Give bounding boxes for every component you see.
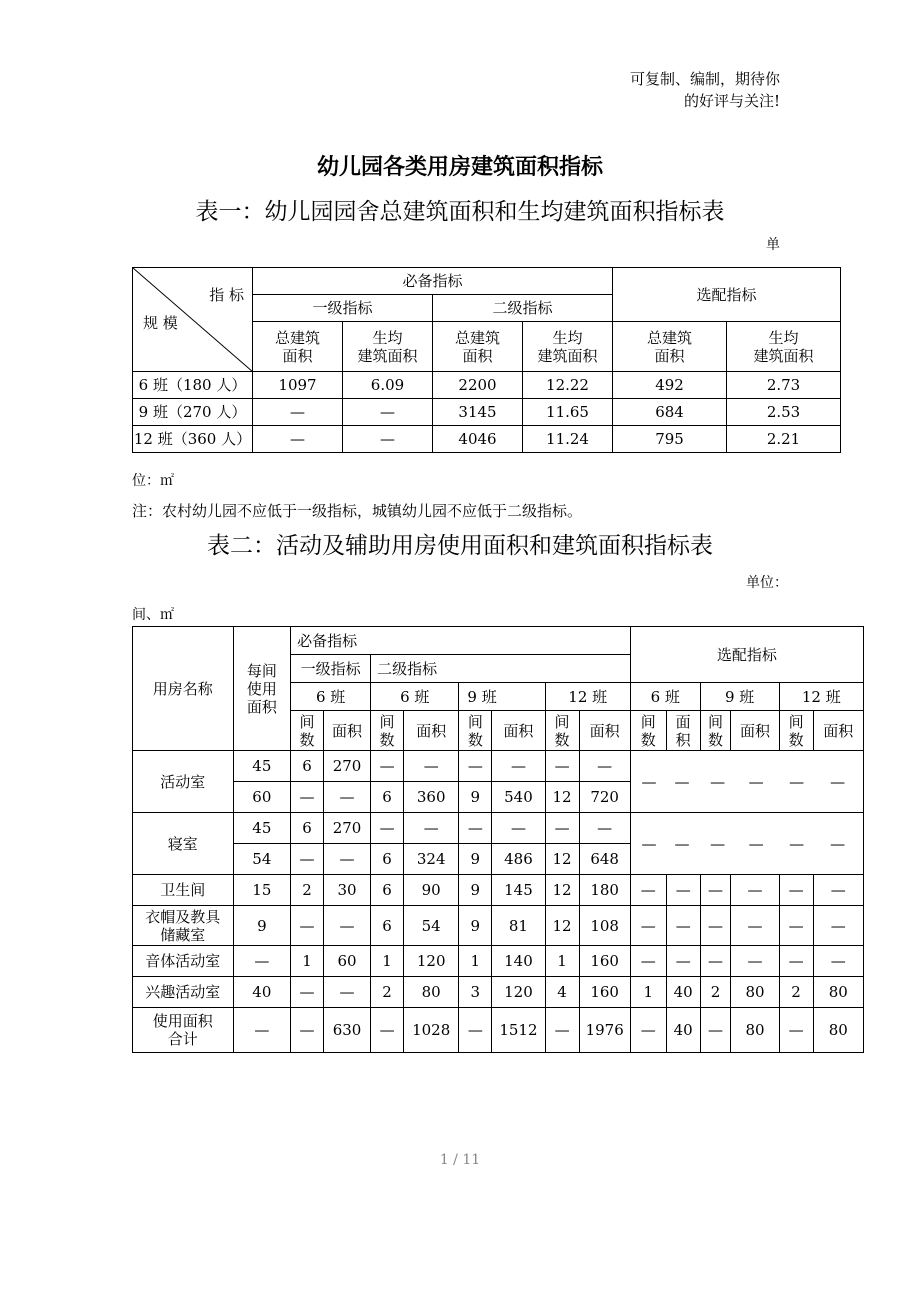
value-cell: 140 (492, 946, 545, 977)
value-cell: 54 (403, 906, 458, 946)
value-cell: 684 (613, 399, 727, 426)
value-cell: — (630, 875, 666, 906)
value-cell: — (731, 906, 779, 946)
value-cell: 6 (371, 782, 404, 813)
value-cell: — (343, 399, 433, 426)
value-cell: 12 (545, 782, 579, 813)
value-cell: 9 (459, 844, 492, 875)
value-cell: — (545, 1008, 579, 1053)
value-cell: — (731, 946, 779, 977)
opt-merged-cell: — — (630, 751, 700, 813)
table-row (133, 426, 841, 453)
value-cell: — (545, 751, 579, 782)
value-cell: 1976 (579, 1008, 630, 1053)
value-cell: — (233, 946, 290, 977)
scale-cell: 12 班（360 人） (133, 426, 253, 453)
header-note-line1: 可复制、编制，期待你 (629, 70, 780, 88)
t2-class-header: 12 班 (545, 683, 630, 711)
room-name-cell: 卫生间 (133, 875, 234, 906)
value-cell: 360 (403, 782, 458, 813)
t2-count-header: 间 数 (545, 711, 579, 751)
table-row (133, 751, 864, 782)
value-cell: 6 (371, 844, 404, 875)
table-row (133, 946, 864, 977)
value-cell: 80 (813, 977, 863, 1008)
value-cell: 2 (779, 977, 813, 1008)
value-cell: — (779, 1008, 813, 1053)
table-row (133, 977, 864, 1008)
value-cell: 60 (233, 782, 290, 813)
value-cell: — (492, 813, 545, 844)
page-number: 1 / 11 (439, 1152, 481, 1168)
value-cell: 9 (459, 782, 492, 813)
value-cell: — (813, 906, 863, 946)
t2-area-header: 面积 (731, 711, 779, 751)
value-cell: 2 (700, 977, 731, 1008)
t2-area-header: 面 积 (666, 711, 700, 751)
table1 (132, 267, 841, 453)
table1-unit-right: 单 (766, 237, 780, 253)
t2-class-header: 6 班 (371, 683, 459, 711)
value-cell: 4046 (433, 426, 523, 453)
value-cell: 1 (291, 946, 324, 977)
value-cell: 2 (291, 875, 324, 906)
value-cell: 120 (492, 977, 545, 1008)
t2-count-header: 间 数 (371, 711, 404, 751)
value-cell: 160 (579, 946, 630, 977)
t2-class-header: 9 班 (459, 683, 545, 711)
value-cell: — (371, 813, 404, 844)
t1-col-per: 生均 建筑面积 (343, 322, 433, 372)
table2 (132, 626, 864, 1053)
table-row (133, 906, 864, 946)
value-cell: 45 (233, 813, 290, 844)
value-cell: — (579, 751, 630, 782)
scale-cell: 9 班（270 人） (133, 399, 253, 426)
value-cell: 486 (492, 844, 545, 875)
value-cell: — (403, 751, 458, 782)
value-cell: — (323, 844, 370, 875)
value-cell: 40 (666, 977, 700, 1008)
value-cell: — (323, 977, 370, 1008)
value-cell: 1028 (403, 1008, 458, 1053)
value-cell: 30 (323, 875, 370, 906)
t2-optional-header: 选配指标 (630, 627, 863, 683)
t1-col-total: 总建筑 面积 (613, 322, 727, 372)
value-cell: — (813, 946, 863, 977)
t1-col-per: 生均 建筑面积 (523, 322, 613, 372)
value-cell: — (700, 1008, 731, 1053)
t2-area-header: 面积 (403, 711, 458, 751)
room-name-cell: 衣帽及教具 储藏室 (133, 906, 234, 946)
value-cell: 270 (323, 751, 370, 782)
value-cell: 40 (233, 977, 290, 1008)
value-cell: 6.09 (343, 372, 433, 399)
t1-col-total: 总建筑 面积 (433, 322, 523, 372)
t2-area-header: 面积 (813, 711, 863, 751)
value-cell: — (779, 906, 813, 946)
value-cell: 1097 (253, 372, 343, 399)
value-cell: — (253, 399, 343, 426)
value-cell: 60 (323, 946, 370, 977)
value-cell: 15 (233, 875, 290, 906)
value-cell: 4 (545, 977, 579, 1008)
t2-count-header: 间 数 (700, 711, 731, 751)
value-cell: 492 (613, 372, 727, 399)
value-cell: 12 (545, 844, 579, 875)
value-cell: 270 (323, 813, 370, 844)
t2-class-header: 6 班 (630, 683, 700, 711)
header-note (630, 68, 780, 112)
value-cell: 1 (459, 946, 492, 977)
t1-level2-header: 二级指标 (433, 295, 613, 322)
value-cell: — (630, 906, 666, 946)
t1-optional-header: 选配指标 (613, 268, 841, 322)
table-row (133, 875, 864, 906)
value-cell: — (459, 1008, 492, 1053)
value-cell: — (233, 1008, 290, 1053)
table-row (133, 813, 864, 844)
value-cell: 648 (579, 844, 630, 875)
t1-level1-header: 一级指标 (253, 295, 433, 322)
value-cell: 11.65 (523, 399, 613, 426)
value-cell: 9 (233, 906, 290, 946)
value-cell: — (291, 782, 324, 813)
room-name-cell: 活动室 (133, 751, 234, 813)
value-cell: 12.22 (523, 372, 613, 399)
value-cell: 630 (323, 1008, 370, 1053)
room-name-cell: 寝室 (133, 813, 234, 875)
value-cell: 1 (371, 946, 404, 977)
header-note-line2: 的好评与关注! (683, 92, 780, 110)
t2-area-header: 面积 (492, 711, 545, 751)
value-cell: 80 (813, 1008, 863, 1053)
value-cell: 2.73 (727, 372, 841, 399)
value-cell: — (545, 813, 579, 844)
corner-scale-label: 规 模 (143, 314, 178, 332)
t2-count-header: 间 数 (779, 711, 813, 751)
value-cell: — (779, 946, 813, 977)
value-cell: 2 (371, 977, 404, 1008)
t1-required-header: 必备指标 (253, 268, 613, 295)
opt-merged-cell: — — (779, 751, 863, 813)
room-name-cell: 使用面积 合计 (133, 1008, 234, 1053)
value-cell: 9 (459, 906, 492, 946)
table-row (133, 399, 841, 426)
value-cell: 540 (492, 782, 545, 813)
t1-col-total: 总建筑 面积 (253, 322, 343, 372)
value-cell: — (323, 782, 370, 813)
t2-class-header: 12 班 (779, 683, 863, 711)
value-cell: 3145 (433, 399, 523, 426)
table-row (133, 372, 841, 399)
value-cell: 1 (630, 977, 666, 1008)
t2-count-header: 间 数 (459, 711, 492, 751)
value-cell: 54 (233, 844, 290, 875)
value-cell: — (813, 875, 863, 906)
value-cell: 80 (731, 1008, 779, 1053)
scale-cell: 6 班（180 人） (133, 372, 253, 399)
opt-merged-cell: — — (630, 813, 700, 875)
value-cell: — (291, 1008, 324, 1053)
value-cell: — (630, 946, 666, 977)
value-cell: 1 (545, 946, 579, 977)
value-cell: — (459, 813, 492, 844)
table1-corner (133, 268, 253, 372)
table2-caption: 表二：活动及辅助用房使用面积和建筑面积指标表 (207, 533, 713, 559)
t2-class-header: 6 班 (291, 683, 371, 711)
value-cell: 6 (371, 875, 404, 906)
t2-room-name-header: 用房名称 (133, 627, 234, 751)
value-cell: — (323, 906, 370, 946)
table1-caption: 表一：幼儿园园舍总建筑面积和生均建筑面积指标表 (195, 199, 725, 225)
t1-col-per: 生均 建筑面积 (727, 322, 841, 372)
room-name-cell: 兴趣活动室 (133, 977, 234, 1008)
t2-each-area-header: 每间 使用 面积 (233, 627, 290, 751)
t2-level1-header: 一级指标 (291, 655, 371, 683)
t2-class-header: 9 班 (700, 683, 779, 711)
table1-note: 注：农村幼儿园不应低于一级指标，城镇幼儿园不应低于二级指标。 (132, 502, 583, 520)
opt-merged-cell: — — (779, 813, 863, 875)
t2-area-header: 面积 (579, 711, 630, 751)
t2-count-header: 间 数 (630, 711, 666, 751)
value-cell: 12 (545, 875, 579, 906)
value-cell: — (731, 875, 779, 906)
value-cell: — (666, 946, 700, 977)
value-cell: 80 (731, 977, 779, 1008)
value-cell: — (403, 813, 458, 844)
value-cell: — (700, 906, 731, 946)
value-cell: — (371, 1008, 404, 1053)
opt-merged-cell: — — (700, 813, 779, 875)
value-cell: 9 (459, 875, 492, 906)
value-cell: 90 (403, 875, 458, 906)
value-cell: 120 (403, 946, 458, 977)
t2-area-header: 面积 (323, 711, 370, 751)
t2-required-header: 必备指标 (291, 627, 631, 655)
table2-unit-right: 单位： (746, 575, 788, 591)
value-cell: — (666, 906, 700, 946)
value-cell: 720 (579, 782, 630, 813)
value-cell: 45 (233, 751, 290, 782)
value-cell: — (253, 426, 343, 453)
value-cell: — (291, 977, 324, 1008)
value-cell: 12 (545, 906, 579, 946)
value-cell: — (630, 1008, 666, 1053)
value-cell: 3 (459, 977, 492, 1008)
t2-level2-header: 二级指标 (371, 655, 631, 683)
value-cell: 795 (613, 426, 727, 453)
room-name-cell: 音体活动室 (133, 946, 234, 977)
value-cell: 180 (579, 875, 630, 906)
value-cell: 81 (492, 906, 545, 946)
value-cell: 160 (579, 977, 630, 1008)
table2-unit-left: 间、㎡ (132, 607, 174, 623)
value-cell: 2.21 (727, 426, 841, 453)
value-cell: — (459, 751, 492, 782)
value-cell: 6 (371, 906, 404, 946)
value-cell: — (666, 875, 700, 906)
value-cell: — (343, 426, 433, 453)
table-row (133, 1008, 864, 1053)
value-cell: — (700, 875, 731, 906)
t2-count-header: 间 数 (291, 711, 324, 751)
value-cell: 11.24 (523, 426, 613, 453)
value-cell: 6 (291, 813, 324, 844)
value-cell: 108 (579, 906, 630, 946)
value-cell: 145 (492, 875, 545, 906)
table1-unit-after: 位：㎡ (132, 473, 174, 489)
value-cell: — (579, 813, 630, 844)
opt-merged-cell: — — (700, 751, 779, 813)
value-cell: — (371, 751, 404, 782)
value-cell: — (291, 906, 324, 946)
value-cell: 6 (291, 751, 324, 782)
value-cell: 2200 (433, 372, 523, 399)
main-title: 幼儿园各类用房建筑面积指标 (316, 155, 603, 180)
value-cell: 324 (403, 844, 458, 875)
value-cell: — (492, 751, 545, 782)
value-cell: 2.53 (727, 399, 841, 426)
value-cell: — (779, 875, 813, 906)
corner-indicator-label: 指 标 (209, 286, 244, 304)
value-cell: — (700, 946, 731, 977)
value-cell: 40 (666, 1008, 700, 1053)
value-cell: 80 (403, 977, 458, 1008)
value-cell: — (291, 844, 324, 875)
value-cell: 1512 (492, 1008, 545, 1053)
